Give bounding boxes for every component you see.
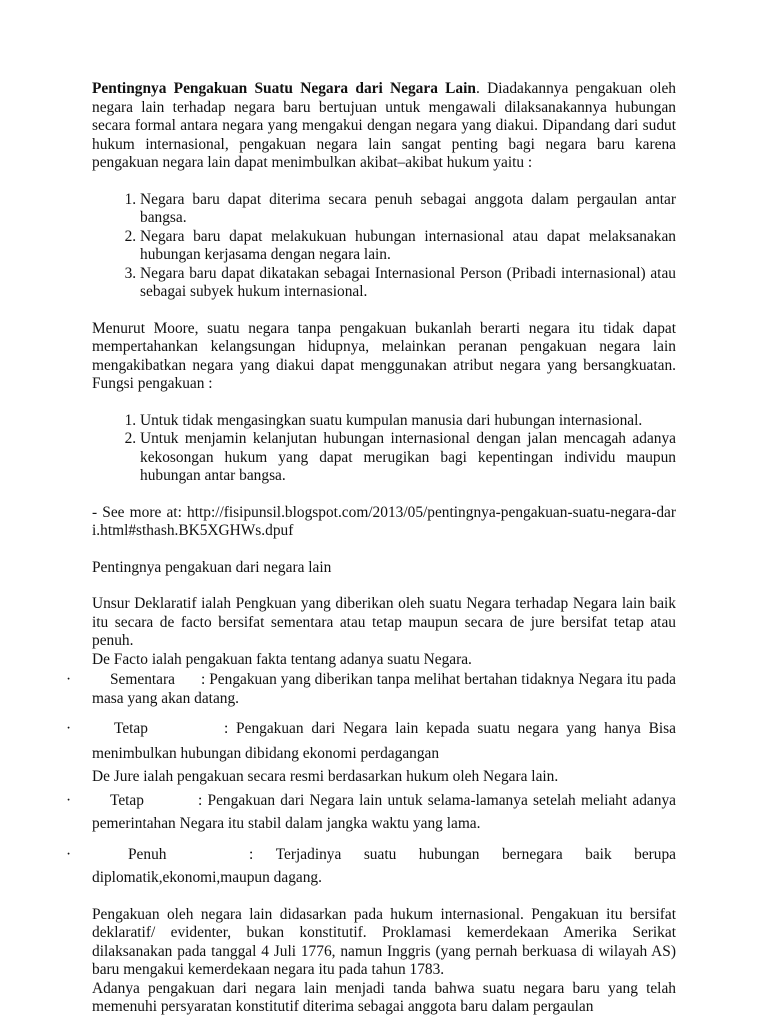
jure-desc: Pengakuan dari Negara lain untuk selama-lamanya setelah meliaht adanya bbox=[207, 791, 676, 809]
intro-text: Diadakannya pengakuan oleh negara lain terhadap negara baru bertujuan untuk mengawali dilaksanakannya hubungan secara formal antara negara yang mengakui dengan negara yang diakui. Dipandang dari sudut hukum internasional, pengakuan negara lain sangat penting bagi negara baru karena pengakuan negara lain dapat menimbulkan akibat–akibat hukum yaitu : bbox=[92, 80, 676, 171]
facto-item-sementara bbox=[66, 671, 676, 708]
jure-word: hubungan bbox=[418, 845, 480, 863]
list-item: 1. Untuk tidak mengasingkan suatu kumpulan manusia dari hubungan internasional. bbox=[140, 412, 676, 431]
facto-desc: Pengakuan yang diberikan tanpa melihat bertahan tidaknya Negara itu pada bbox=[209, 671, 676, 688]
intro-title-end: . bbox=[475, 80, 480, 97]
jure-item-tetap bbox=[66, 791, 676, 834]
de-jure-line: De Jure ialah pengakuan secara resmi berdasarkan hukum oleh Negara lain. bbox=[92, 768, 559, 785]
jure-term: Tetap bbox=[110, 791, 144, 809]
jure-cont: pemerintahan Negara itu stabil dalam jangka waktu yang lama. bbox=[92, 815, 481, 832]
bullet: · bbox=[66, 671, 72, 688]
jure-sep: : bbox=[248, 845, 254, 863]
fungsi-list bbox=[92, 412, 676, 486]
intro-paragraph bbox=[92, 80, 676, 173]
list-item: 2. Untuk menjamin kelanjutan hubungan internasional dengan jalan mencagah adanya kekosongan hukum yang dapat merugikan bagi kepentingan individu maupun hubungan antar bangsa. bbox=[140, 430, 676, 486]
jure-word: bernegara bbox=[501, 845, 563, 863]
facto-sep: : bbox=[224, 720, 229, 737]
facto-item-tetap bbox=[66, 720, 676, 763]
bullet: · bbox=[66, 845, 72, 863]
facto-cont: menimbulkan hubungan dibidang ekonomi perdagangan bbox=[92, 744, 440, 762]
jure-word: berupa bbox=[634, 845, 676, 863]
closing-paragraph-2: Adanya pengakuan dari negara lain menjadi tanda bahwa suatu negara baru yang telah memenuhi persyaratan konstitutif diterima sebagai anggota baru dalam pergaulan bbox=[92, 979, 676, 1015]
facto-cont: masa yang akan datang. bbox=[92, 689, 240, 707]
facto-sep: : bbox=[200, 671, 206, 688]
subheading: Pentingnya pengakuan dari negara lain bbox=[92, 558, 332, 576]
de-facto-line: De Facto ialah pengakuan fakta tentang adanya suatu Negara. bbox=[92, 650, 472, 668]
jure-word: baik bbox=[585, 845, 612, 863]
facto-term: Sementara bbox=[110, 671, 175, 688]
moore-paragraph: Menurut Moore, suatu negara tanpa pengakuan bukanlah berarti negara itu tidak dapat mempertahankan kelangsungan hidupnya, melainkan peranan pengakuan negara lain mengakibatkan negara yang diakui dapat menggunakan atribut negara yang bersangkuatan. Fungsi pengakuan : bbox=[92, 319, 676, 392]
closing-paragraph-1: Pengakuan oleh negara lain didasarkan pada hukum internasional. Pengakuan itu bersifat deklaratif/ evidenter, bukan konstitutif. Proklamasi kemerdekaan Amerika Serikat dilaksanakan pada tanggal 4 Juli 1776, namun Inggris (yang pernah berkuasa di wilayah AS) baru mengakui kemerdekaan negara itu pada tahun 1783. bbox=[92, 905, 676, 978]
list-item: 2. Negara baru dapat melakukuan hubungan internasional atau dapat melaksanakan hubungan kerjasama dengan negara lain. bbox=[140, 228, 676, 265]
see-more-link[interactable]: - See more at: http://fisipunsil.blogspot.com/2013/05/pentingnya-pengakuan-suatu-negara-dari.html#sthash.BK5XGHWs.dpuf bbox=[92, 503, 676, 539]
intro-title: Pentingnya Pengakuan Suatu Negara dari Negara Lain bbox=[92, 80, 476, 97]
akibat-list bbox=[92, 191, 676, 302]
bullet: · bbox=[66, 791, 72, 809]
jure-sep: : bbox=[198, 791, 203, 809]
facto-desc: Pengakuan dari Negara lain kepada suatu negara yang hanya Bisa bbox=[236, 720, 676, 737]
list-item: 3. Negara baru dapat dikatakan sebagai Internasional Person (Pribadi internasional) atau sebagai subyek hukum internasional. bbox=[140, 265, 676, 302]
jure-word: suatu bbox=[363, 845, 397, 863]
jure-item-penuh bbox=[66, 845, 676, 888]
jure-cont: diplomatik,ekonomi,maupun dagang. bbox=[92, 869, 322, 886]
deklaratif-paragraph: Unsur Deklaratif ialah Pengkuan yang diberikan oleh suatu Negara terhadap Negara lain baik itu secara de facto bersifat sementara atau tetap maupun secara de jure bersifat tetap atau penuh. bbox=[92, 595, 676, 649]
bullet: · bbox=[66, 720, 72, 737]
list-item: 1. Negara baru dapat diterima secara penuh sebagai anggota dalam pergaulan antar bangsa. bbox=[140, 191, 676, 228]
jure-word: Terjadinya bbox=[275, 845, 342, 863]
jure-term: Penuh bbox=[128, 845, 167, 863]
facto-term: Tetap bbox=[114, 720, 148, 737]
